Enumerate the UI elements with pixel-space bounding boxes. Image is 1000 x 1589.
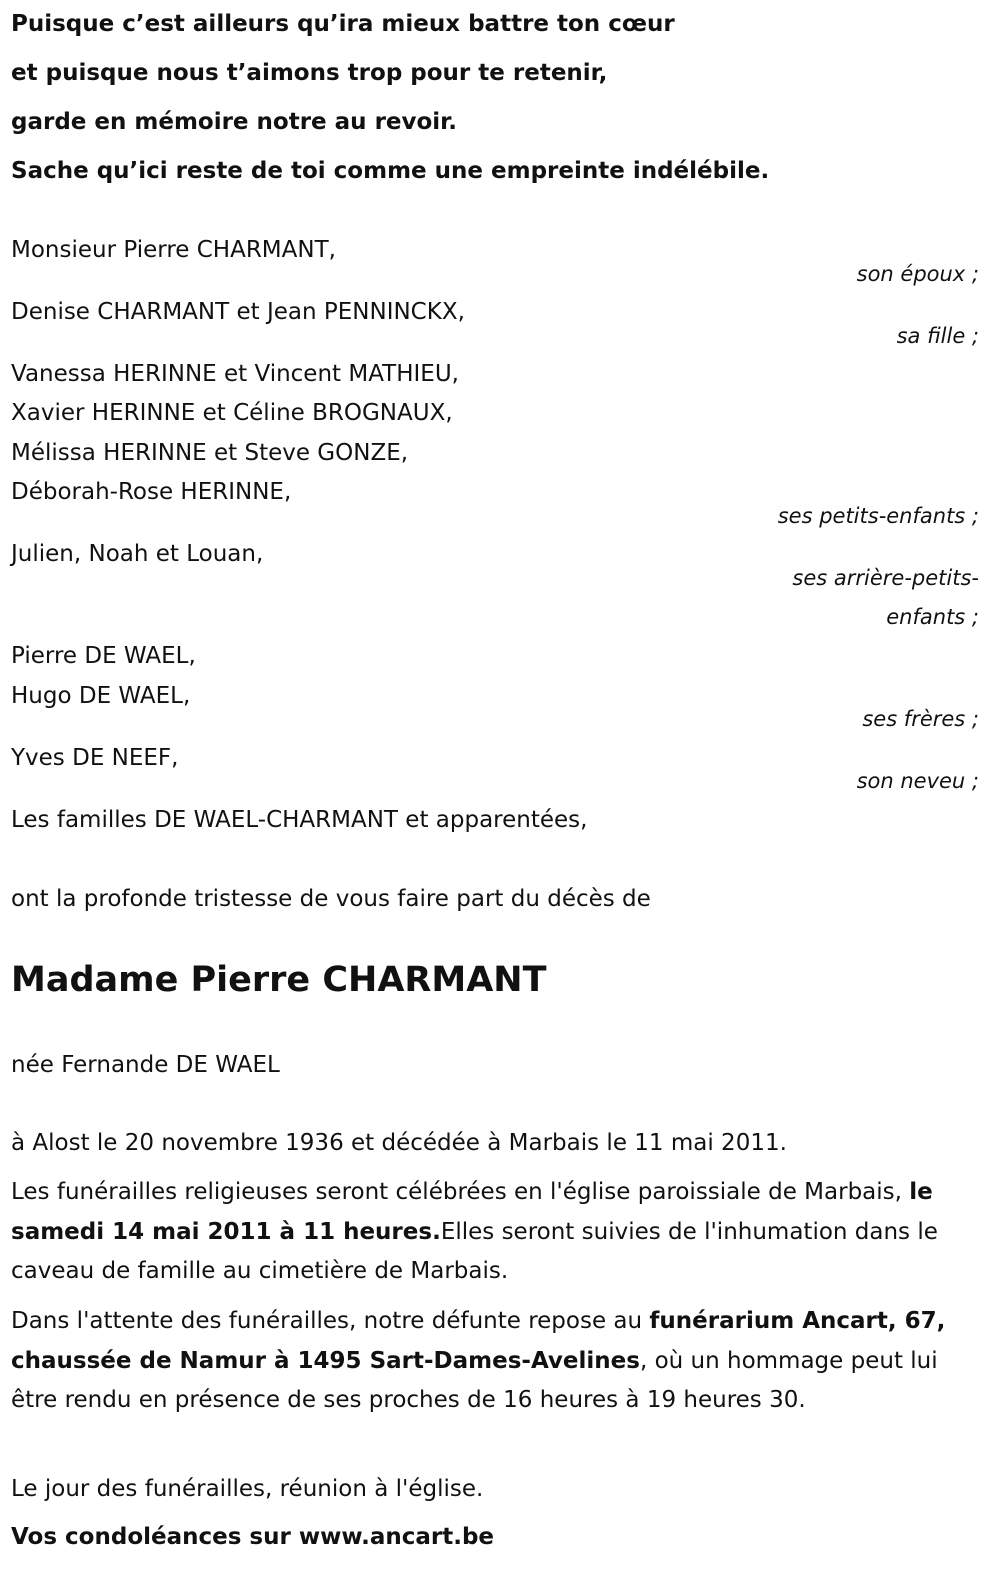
- nephew-name: Yves DE NEEF,: [11, 745, 179, 771]
- brothers-role: ses frères ;: [862, 707, 979, 731]
- grandchild-4: Déborah-Rose HERINNE,: [11, 479, 292, 505]
- visitation-paragraph: [11, 1302, 979, 1421]
- deceased-name: Madame Pierre CHARMANT: [11, 960, 547, 1000]
- grandchild-2: Xavier HERINNE et Céline BROGNAUX,: [11, 400, 453, 426]
- visitation-text-1: Dans l'attente des funérailles, notre défunte repose au: [11, 1308, 650, 1334]
- brother-2: Hugo DE WAEL,: [11, 683, 191, 709]
- nephew-role: son neveu ;: [856, 769, 979, 793]
- poem-line-4: Sache qu’ici reste de toi comme une empreinte indélébile.: [11, 158, 770, 184]
- great-grandchildren-role-line-2: enfants ;: [886, 605, 979, 629]
- condolences-link[interactable]: Vos condoléances sur www.ancart.be: [11, 1524, 495, 1550]
- funeral-text-2: Elles seront suivies de l'inhumation dans le caveau de famille au cimetière de Marbais.: [11, 1218, 938, 1284]
- dates: à Alost le 20 novembre 1936 et décédée à Marbais le 11 mai 2011.: [11, 1130, 787, 1156]
- great-grandchildren-name: Julien, Noah et Louan,: [11, 541, 264, 567]
- funeral-paragraph: [11, 1173, 979, 1292]
- visitation-text-2: , où un hommage peut lui être rendu en présence de ses proches de 16 heures à 19 heures 30.: [11, 1347, 938, 1413]
- poem-line-1: Puisque c’est ailleurs qu’ira mieux battre ton cœur: [11, 11, 675, 37]
- funeral-date: le samedi 14 mai 2011 à 11 heures.: [11, 1179, 933, 1245]
- husband-role: son époux ;: [856, 262, 979, 286]
- funeral-text-1: Les funérailles religieuses seront célébrées en l'église paroissiale de Marbais,: [11, 1179, 910, 1205]
- grandchild-1: Vanessa HERINNE et Vincent MATHIEU,: [11, 361, 459, 387]
- daughter-role: sa fille ;: [896, 324, 979, 348]
- brother-1: Pierre DE WAEL,: [11, 643, 196, 669]
- poem-line-3: garde en mémoire notre au revoir.: [11, 109, 457, 135]
- gathering: Le jour des funérailles, réunion à l'église.: [11, 1476, 484, 1502]
- daughter-name: Denise CHARMANT et Jean PENNINCKX,: [11, 299, 465, 325]
- grandchildren-role: ses petits-enfants ;: [777, 504, 979, 528]
- poem-line-2: et puisque nous t’aimons trop pour te retenir,: [11, 60, 608, 86]
- funerarium-address: funérarium Ancart, 67, chaussée de Namur à 1495 Sart-Dames-Avelines: [11, 1308, 946, 1374]
- grandchild-3: Mélissa HERINNE et Steve GONZE,: [11, 440, 409, 466]
- families: Les familles DE WAEL-CHARMANT et apparentées,: [11, 807, 588, 833]
- great-grandchildren-role-line-1: ses arrière-petits-: [792, 566, 979, 590]
- born-name: née Fernande DE WAEL: [11, 1052, 280, 1078]
- husband-name: Monsieur Pierre CHARMANT,: [11, 237, 336, 263]
- announcement: ont la profonde tristesse de vous faire part du décès de: [11, 886, 651, 912]
